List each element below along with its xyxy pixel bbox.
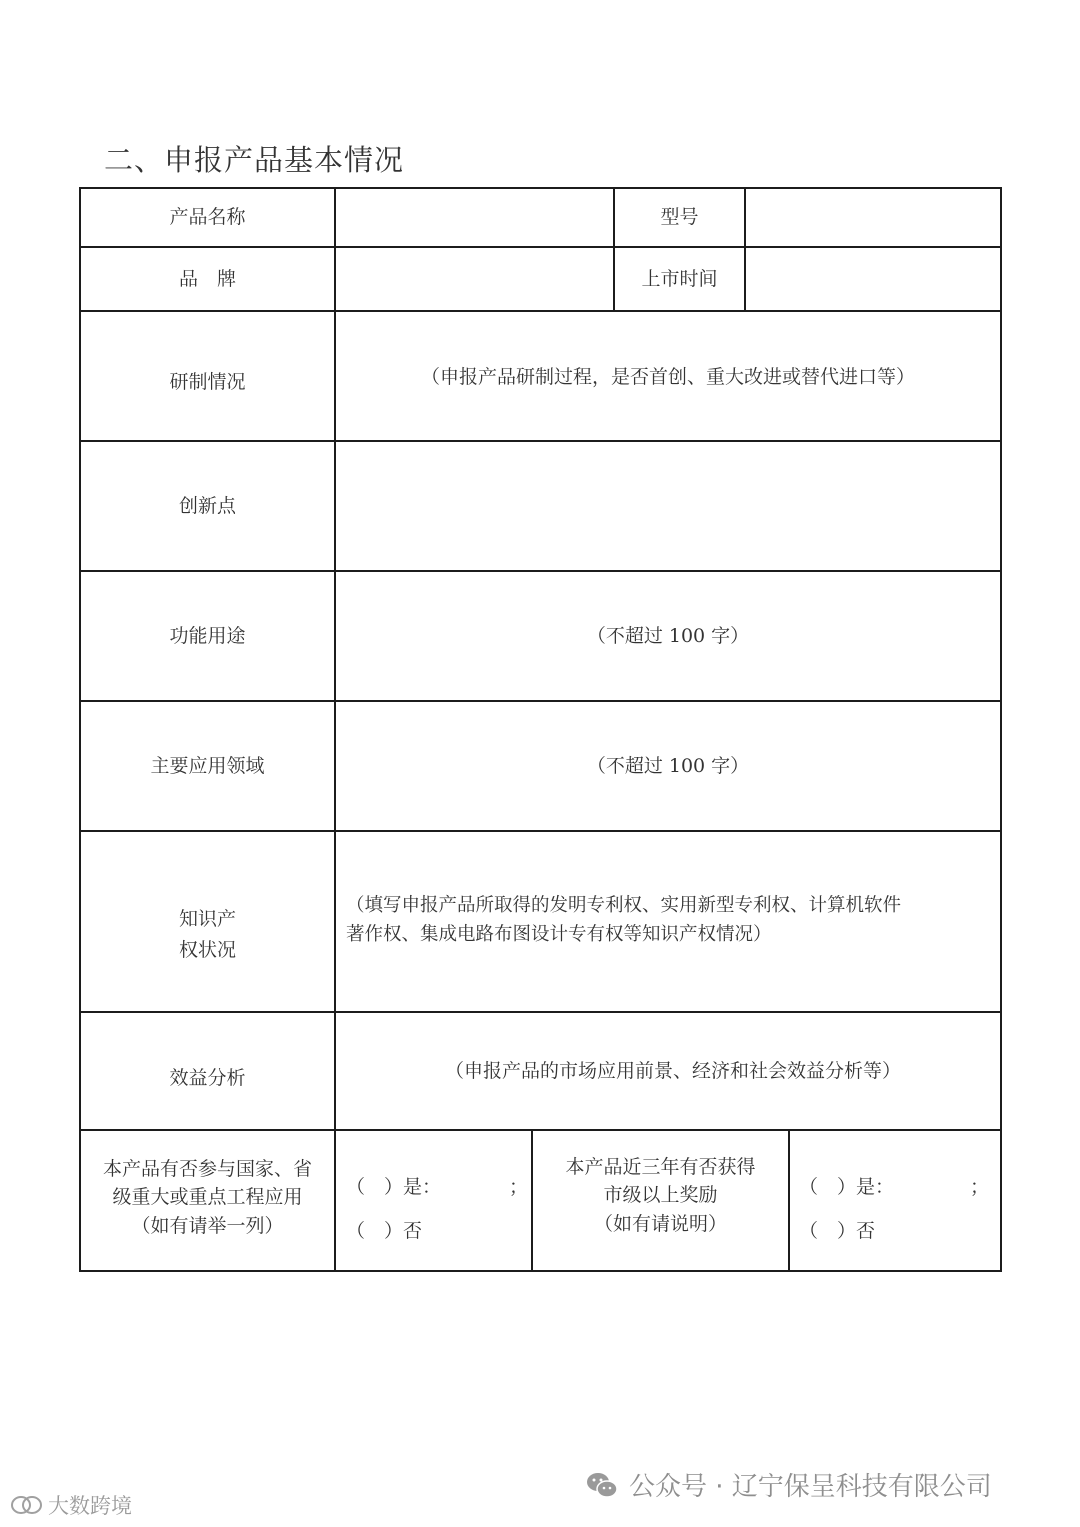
product-name-field[interactable] — [336, 189, 613, 246]
watermark-right — [585, 1466, 992, 1503]
brand-label: 品 牌 — [178, 267, 236, 290]
cloud-chat-icon — [10, 1494, 44, 1516]
innovation-field[interactable] — [336, 442, 1000, 570]
award-label-line1: 本产品近三年有否获得 — [565, 1155, 756, 1178]
launch-time-label: 上市时间 — [641, 267, 718, 290]
benefit-field[interactable]: （申报产品的市场应用前景、经济和社会效益分析等） — [444, 1059, 901, 1082]
application-field[interactable]: （不超过 100 字） — [586, 754, 750, 777]
project-no-option[interactable]: （ ）否 — [346, 1220, 423, 1242]
ip-label-line1: 知识产 — [178, 908, 236, 931]
launch-time-field[interactable] — [746, 248, 1000, 310]
development-field[interactable]: （申报产品研制过程，是否首创、重大改进或替代进口等） — [420, 366, 915, 388]
award-label — [533, 1131, 788, 1270]
award-label-line3: （如有请说明） — [593, 1212, 727, 1235]
award-semicolon: ； — [970, 1176, 990, 1198]
product-name-label: 产品名称 — [169, 206, 246, 229]
project-label-line3: （如有请举一列） — [131, 1214, 284, 1237]
application-label: 主要应用领域 — [150, 754, 265, 777]
project-label-line2: 级重大或重点工程应用 — [112, 1186, 303, 1209]
watermark-right-text: 公众号 · 辽宁保呈科技有限公司 — [629, 1472, 992, 1502]
section-title: 二、申报产品基本情况 — [104, 143, 405, 177]
award-yes-option[interactable]: （ ）是： — [799, 1176, 895, 1198]
ip-hint-line1: （填写申报产品所取得的发明专利权、实用新型专利权、计算机软件 — [346, 895, 902, 916]
watermark-left-text: 大数跨境 — [48, 1494, 132, 1518]
project-yes-option[interactable]: （ ）是： — [346, 1176, 442, 1198]
model-field[interactable] — [746, 189, 1000, 246]
model-label: 型号 — [660, 206, 699, 229]
function-field[interactable]: （不超过 100 字） — [586, 624, 750, 647]
project-label — [81, 1131, 334, 1270]
ip-field[interactable] — [336, 832, 1000, 1011]
watermark-left — [10, 1490, 132, 1520]
ip-hint-line2: 著作权、集成电路布图设计专有权等知识产权情况） — [346, 923, 772, 945]
project-label-line1: 本产品有否参与国家、省 — [102, 1157, 312, 1180]
wechat-icon — [585, 1470, 619, 1500]
innovation-label: 创新点 — [178, 494, 236, 517]
function-label: 功能用途 — [169, 624, 246, 647]
table-border-bottom — [79, 1270, 1002, 1272]
development-label: 研制情况 — [169, 370, 246, 393]
award-label-line2: 市级以上奖励 — [603, 1184, 718, 1207]
brand-field[interactable] — [336, 248, 613, 310]
ip-label — [81, 832, 334, 1011]
award-no-option[interactable]: （ ）否 — [799, 1220, 876, 1242]
table-border-right — [1000, 187, 1002, 1272]
column-divider — [788, 1129, 790, 1272]
benefit-label: 效益分析 — [169, 1066, 246, 1089]
ip-label-line2: 权状况 — [178, 938, 236, 961]
project-semicolon: ； — [509, 1176, 529, 1198]
